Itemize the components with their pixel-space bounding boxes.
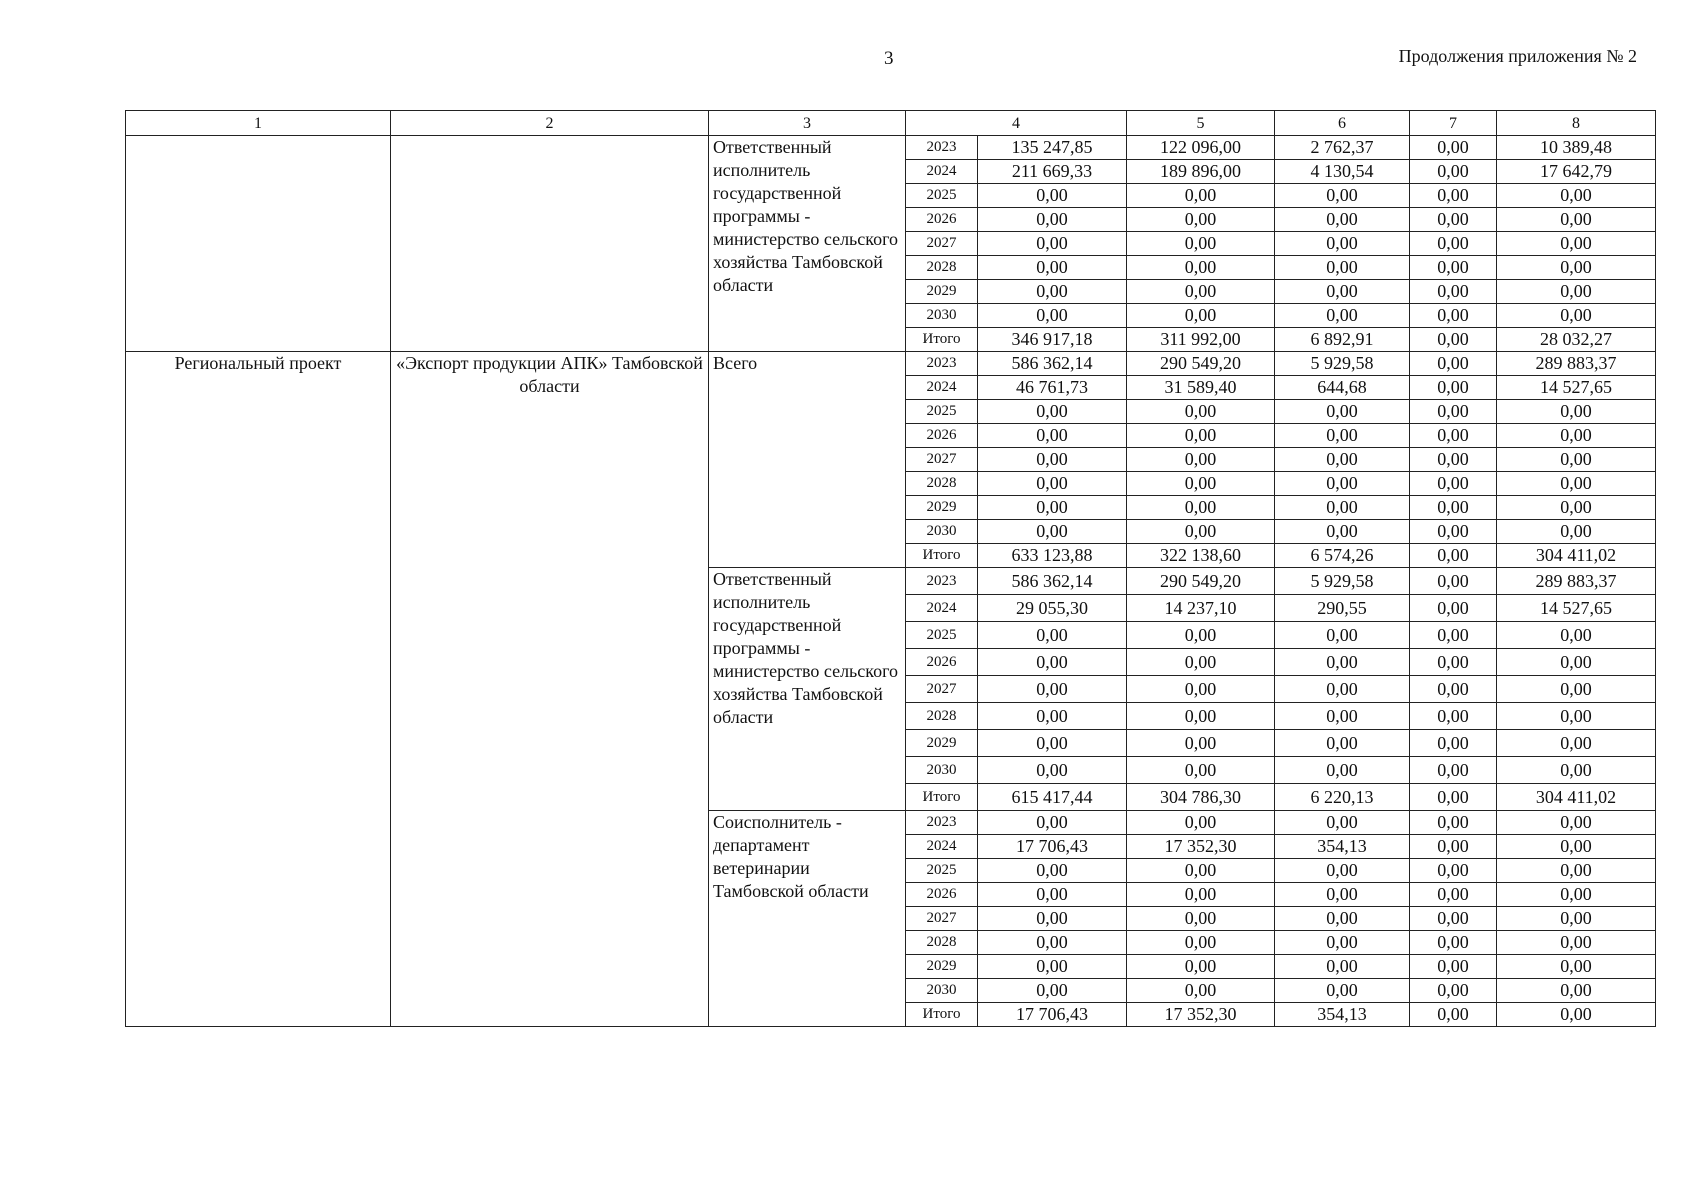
project-type-cell: Региональный проект bbox=[126, 352, 391, 1027]
value-cell-c5: 0,00 bbox=[1127, 622, 1275, 649]
value-cell-c7: 0,00 bbox=[1410, 649, 1497, 676]
value-cell-c7: 0,00 bbox=[1410, 1003, 1497, 1027]
value-cell-c4: 0,00 bbox=[978, 859, 1127, 883]
header-col-3: 3 bbox=[709, 111, 906, 136]
value-cell-c4: 0,00 bbox=[978, 883, 1127, 907]
year-cell: 2028 bbox=[906, 931, 978, 955]
value-cell-c5: 311 992,00 bbox=[1127, 328, 1275, 352]
year-cell: 2030 bbox=[906, 520, 978, 544]
value-cell-c5: 0,00 bbox=[1127, 184, 1275, 208]
value-cell-c8: 0,00 bbox=[1497, 730, 1656, 757]
value-cell-c8: 304 411,02 bbox=[1497, 544, 1656, 568]
executor-cell: Ответственный исполнитель государственной программы - министерство сельского хозяйства Тамбовской области bbox=[709, 136, 906, 352]
value-cell-c7: 0,00 bbox=[1410, 424, 1497, 448]
value-cell-c8: 0,00 bbox=[1497, 757, 1656, 784]
value-cell-c7: 0,00 bbox=[1410, 136, 1497, 160]
value-cell-c8: 304 411,02 bbox=[1497, 784, 1656, 811]
year-cell: Итого bbox=[906, 1003, 978, 1027]
value-cell-c8: 0,00 bbox=[1497, 955, 1656, 979]
year-cell: 2026 bbox=[906, 649, 978, 676]
value-cell-c8: 0,00 bbox=[1497, 676, 1656, 703]
value-cell-c5: 0,00 bbox=[1127, 400, 1275, 424]
value-cell-c5: 0,00 bbox=[1127, 424, 1275, 448]
value-cell-c4: 0,00 bbox=[978, 208, 1127, 232]
executor-cell: Ответственный исполнитель государственной программы - министерство сельского хозяйства Тамбовской области bbox=[709, 568, 906, 811]
value-cell-c4: 0,00 bbox=[978, 400, 1127, 424]
value-cell-c6: 6 574,26 bbox=[1275, 544, 1410, 568]
value-cell-c6: 0,00 bbox=[1275, 400, 1410, 424]
value-cell-c7: 0,00 bbox=[1410, 520, 1497, 544]
value-cell-c8: 0,00 bbox=[1497, 520, 1656, 544]
page-number: 3 bbox=[884, 48, 894, 69]
value-cell-c4: 0,00 bbox=[978, 232, 1127, 256]
value-cell-c7: 0,00 bbox=[1410, 568, 1497, 595]
year-cell: 2029 bbox=[906, 280, 978, 304]
year-cell: Итого bbox=[906, 784, 978, 811]
value-cell-c7: 0,00 bbox=[1410, 184, 1497, 208]
value-cell-c5: 304 786,30 bbox=[1127, 784, 1275, 811]
value-cell-c4: 0,00 bbox=[978, 472, 1127, 496]
value-cell-c8: 0,00 bbox=[1497, 256, 1656, 280]
value-cell-c7: 0,00 bbox=[1410, 376, 1497, 400]
value-cell-c4: 0,00 bbox=[978, 622, 1127, 649]
value-cell-c5: 0,00 bbox=[1127, 931, 1275, 955]
value-cell-c5: 0,00 bbox=[1127, 979, 1275, 1003]
value-cell-c6: 0,00 bbox=[1275, 256, 1410, 280]
value-cell-c5: 0,00 bbox=[1127, 676, 1275, 703]
value-cell-c4: 0,00 bbox=[978, 907, 1127, 931]
budget-table bbox=[125, 110, 1656, 1027]
value-cell-c4: 17 706,43 bbox=[978, 1003, 1127, 1027]
value-cell-c7: 0,00 bbox=[1410, 784, 1497, 811]
value-cell-c4: 29 055,30 bbox=[978, 595, 1127, 622]
value-cell-c8: 0,00 bbox=[1497, 811, 1656, 835]
value-cell-c7: 0,00 bbox=[1410, 544, 1497, 568]
value-cell-c6: 0,00 bbox=[1275, 979, 1410, 1003]
value-cell-c8: 0,00 bbox=[1497, 979, 1656, 1003]
value-cell-c5: 290 549,20 bbox=[1127, 568, 1275, 595]
value-cell-c6: 6 892,91 bbox=[1275, 328, 1410, 352]
value-cell-c7: 0,00 bbox=[1410, 304, 1497, 328]
value-cell-c7: 0,00 bbox=[1410, 256, 1497, 280]
value-cell-c7: 0,00 bbox=[1410, 931, 1497, 955]
value-cell-c7: 0,00 bbox=[1410, 676, 1497, 703]
value-cell-c5: 0,00 bbox=[1127, 304, 1275, 328]
value-cell-c4: 0,00 bbox=[978, 703, 1127, 730]
value-cell-c4: 0,00 bbox=[978, 649, 1127, 676]
year-cell: Итого bbox=[906, 328, 978, 352]
value-cell-c5: 0,00 bbox=[1127, 472, 1275, 496]
value-cell-c6: 0,00 bbox=[1275, 703, 1410, 730]
year-cell: 2023 bbox=[906, 811, 978, 835]
value-cell-c6: 4 130,54 bbox=[1275, 160, 1410, 184]
value-cell-c6: 0,00 bbox=[1275, 730, 1410, 757]
value-cell-c8: 0,00 bbox=[1497, 448, 1656, 472]
year-cell: 2024 bbox=[906, 595, 978, 622]
year-cell: 2029 bbox=[906, 955, 978, 979]
year-cell: 2027 bbox=[906, 232, 978, 256]
value-cell-c5: 122 096,00 bbox=[1127, 136, 1275, 160]
value-cell-c6: 0,00 bbox=[1275, 448, 1410, 472]
value-cell-c7: 0,00 bbox=[1410, 496, 1497, 520]
table-row bbox=[126, 136, 1656, 160]
value-cell-c7: 0,00 bbox=[1410, 448, 1497, 472]
value-cell-c8: 14 527,65 bbox=[1497, 595, 1656, 622]
value-cell-c5: 0,00 bbox=[1127, 520, 1275, 544]
value-cell-c8: 0,00 bbox=[1497, 907, 1656, 931]
value-cell-c6: 0,00 bbox=[1275, 232, 1410, 256]
value-cell-c7: 0,00 bbox=[1410, 757, 1497, 784]
value-cell-c6: 5 929,58 bbox=[1275, 568, 1410, 595]
value-cell-c6: 0,00 bbox=[1275, 859, 1410, 883]
value-cell-c6: 5 929,58 bbox=[1275, 352, 1410, 376]
value-cell-c8: 0,00 bbox=[1497, 496, 1656, 520]
value-cell-c6: 0,00 bbox=[1275, 304, 1410, 328]
value-cell-c5: 322 138,60 bbox=[1127, 544, 1275, 568]
value-cell-c4: 0,00 bbox=[978, 979, 1127, 1003]
value-cell-c5: 189 896,00 bbox=[1127, 160, 1275, 184]
value-cell-c4: 46 761,73 bbox=[978, 376, 1127, 400]
value-cell-c4: 0,00 bbox=[978, 955, 1127, 979]
empty-cell bbox=[126, 136, 391, 352]
value-cell-c6: 0,00 bbox=[1275, 472, 1410, 496]
value-cell-c4: 633 123,88 bbox=[978, 544, 1127, 568]
year-cell: 2028 bbox=[906, 472, 978, 496]
value-cell-c8: 14 527,65 bbox=[1497, 376, 1656, 400]
value-cell-c6: 0,00 bbox=[1275, 649, 1410, 676]
value-cell-c6: 0,00 bbox=[1275, 520, 1410, 544]
value-cell-c7: 0,00 bbox=[1410, 595, 1497, 622]
year-cell: 2030 bbox=[906, 304, 978, 328]
value-cell-c5: 0,00 bbox=[1127, 448, 1275, 472]
value-cell-c8: 17 642,79 bbox=[1497, 160, 1656, 184]
value-cell-c6: 644,68 bbox=[1275, 376, 1410, 400]
value-cell-c5: 0,00 bbox=[1127, 757, 1275, 784]
value-cell-c7: 0,00 bbox=[1410, 907, 1497, 931]
header-col-1: 1 bbox=[126, 111, 391, 136]
value-cell-c4: 586 362,14 bbox=[978, 568, 1127, 595]
value-cell-c6: 0,00 bbox=[1275, 280, 1410, 304]
value-cell-c6: 0,00 bbox=[1275, 676, 1410, 703]
value-cell-c8: 0,00 bbox=[1497, 931, 1656, 955]
value-cell-c5: 14 237,10 bbox=[1127, 595, 1275, 622]
value-cell-c5: 0,00 bbox=[1127, 811, 1275, 835]
value-cell-c4: 135 247,85 bbox=[978, 136, 1127, 160]
value-cell-c5: 0,00 bbox=[1127, 256, 1275, 280]
value-cell-c5: 0,00 bbox=[1127, 232, 1275, 256]
executor-cell: Всего bbox=[709, 352, 906, 568]
year-cell: 2027 bbox=[906, 676, 978, 703]
value-cell-c4: 0,00 bbox=[978, 496, 1127, 520]
value-cell-c7: 0,00 bbox=[1410, 208, 1497, 232]
value-cell-c8: 0,00 bbox=[1497, 835, 1656, 859]
value-cell-c4: 17 706,43 bbox=[978, 835, 1127, 859]
value-cell-c7: 0,00 bbox=[1410, 883, 1497, 907]
value-cell-c8: 289 883,37 bbox=[1497, 352, 1656, 376]
value-cell-c5: 0,00 bbox=[1127, 703, 1275, 730]
value-cell-c8: 0,00 bbox=[1497, 472, 1656, 496]
year-cell: 2023 bbox=[906, 568, 978, 595]
header-col-2: 2 bbox=[391, 111, 709, 136]
value-cell-c5: 0,00 bbox=[1127, 649, 1275, 676]
header-col-7: 7 bbox=[1410, 111, 1497, 136]
value-cell-c7: 0,00 bbox=[1410, 730, 1497, 757]
year-cell: 2026 bbox=[906, 208, 978, 232]
value-cell-c4: 0,00 bbox=[978, 931, 1127, 955]
value-cell-c5: 0,00 bbox=[1127, 859, 1275, 883]
value-cell-c6: 0,00 bbox=[1275, 811, 1410, 835]
value-cell-c5: 0,00 bbox=[1127, 730, 1275, 757]
executor-cell: Соисполнитель - департамент ветеринарии Тамбовской области bbox=[709, 811, 906, 1027]
value-cell-c4: 0,00 bbox=[978, 448, 1127, 472]
value-cell-c8: 0,00 bbox=[1497, 280, 1656, 304]
year-cell: 2029 bbox=[906, 496, 978, 520]
value-cell-c7: 0,00 bbox=[1410, 835, 1497, 859]
year-cell: 2030 bbox=[906, 979, 978, 1003]
value-cell-c6: 0,00 bbox=[1275, 622, 1410, 649]
value-cell-c5: 0,00 bbox=[1127, 883, 1275, 907]
value-cell-c4: 0,00 bbox=[978, 676, 1127, 703]
value-cell-c8: 0,00 bbox=[1497, 400, 1656, 424]
year-cell: 2028 bbox=[906, 256, 978, 280]
value-cell-c6: 0,00 bbox=[1275, 907, 1410, 931]
value-cell-c4: 0,00 bbox=[978, 424, 1127, 448]
value-cell-c5: 0,00 bbox=[1127, 208, 1275, 232]
value-cell-c6: 290,55 bbox=[1275, 595, 1410, 622]
value-cell-c6: 354,13 bbox=[1275, 835, 1410, 859]
value-cell-c8: 0,00 bbox=[1497, 859, 1656, 883]
value-cell-c7: 0,00 bbox=[1410, 280, 1497, 304]
value-cell-c6: 0,00 bbox=[1275, 496, 1410, 520]
year-cell: 2024 bbox=[906, 835, 978, 859]
value-cell-c8: 0,00 bbox=[1497, 184, 1656, 208]
year-cell: 2026 bbox=[906, 424, 978, 448]
value-cell-c5: 290 549,20 bbox=[1127, 352, 1275, 376]
value-cell-c4: 0,00 bbox=[978, 304, 1127, 328]
value-cell-c8: 0,00 bbox=[1497, 208, 1656, 232]
year-cell: Итого bbox=[906, 544, 978, 568]
value-cell-c5: 17 352,30 bbox=[1127, 1003, 1275, 1027]
value-cell-c8: 0,00 bbox=[1497, 1003, 1656, 1027]
value-cell-c6: 0,00 bbox=[1275, 931, 1410, 955]
value-cell-c8: 0,00 bbox=[1497, 703, 1656, 730]
value-cell-c5: 0,00 bbox=[1127, 496, 1275, 520]
header-col-4: 4 bbox=[906, 111, 1127, 136]
header-col-6: 6 bbox=[1275, 111, 1410, 136]
year-cell: 2023 bbox=[906, 352, 978, 376]
value-cell-c6: 0,00 bbox=[1275, 955, 1410, 979]
value-cell-c7: 0,00 bbox=[1410, 232, 1497, 256]
value-cell-c7: 0,00 bbox=[1410, 703, 1497, 730]
value-cell-c8: 0,00 bbox=[1497, 883, 1656, 907]
value-cell-c4: 0,00 bbox=[978, 280, 1127, 304]
value-cell-c4: 0,00 bbox=[978, 184, 1127, 208]
value-cell-c5: 0,00 bbox=[1127, 955, 1275, 979]
value-cell-c6: 354,13 bbox=[1275, 1003, 1410, 1027]
value-cell-c7: 0,00 bbox=[1410, 472, 1497, 496]
value-cell-c7: 0,00 bbox=[1410, 352, 1497, 376]
year-cell: 2028 bbox=[906, 703, 978, 730]
value-cell-c4: 0,00 bbox=[978, 520, 1127, 544]
value-cell-c7: 0,00 bbox=[1410, 955, 1497, 979]
value-cell-c7: 0,00 bbox=[1410, 979, 1497, 1003]
value-cell-c7: 0,00 bbox=[1410, 328, 1497, 352]
value-cell-c8: 28 032,27 bbox=[1497, 328, 1656, 352]
value-cell-c6: 0,00 bbox=[1275, 208, 1410, 232]
empty-cell bbox=[391, 136, 709, 352]
value-cell-c8: 0,00 bbox=[1497, 232, 1656, 256]
appendix-note: Продолжения приложения № 2 bbox=[1398, 46, 1637, 66]
value-cell-c7: 0,00 bbox=[1410, 811, 1497, 835]
year-cell: 2024 bbox=[906, 160, 978, 184]
value-cell-c4: 0,00 bbox=[978, 811, 1127, 835]
value-cell-c6: 0,00 bbox=[1275, 184, 1410, 208]
header-col-5: 5 bbox=[1127, 111, 1275, 136]
year-cell: 2030 bbox=[906, 757, 978, 784]
value-cell-c4: 615 417,44 bbox=[978, 784, 1127, 811]
value-cell-c8: 0,00 bbox=[1497, 424, 1656, 448]
year-cell: 2025 bbox=[906, 400, 978, 424]
value-cell-c4: 0,00 bbox=[978, 730, 1127, 757]
value-cell-c6: 0,00 bbox=[1275, 424, 1410, 448]
value-cell-c5: 31 589,40 bbox=[1127, 376, 1275, 400]
value-cell-c4: 211 669,33 bbox=[978, 160, 1127, 184]
value-cell-c7: 0,00 bbox=[1410, 160, 1497, 184]
value-cell-c6: 6 220,13 bbox=[1275, 784, 1410, 811]
value-cell-c8: 0,00 bbox=[1497, 622, 1656, 649]
table-row bbox=[126, 352, 1656, 376]
value-cell-c5: 0,00 bbox=[1127, 280, 1275, 304]
value-cell-c7: 0,00 bbox=[1410, 859, 1497, 883]
value-cell-c8: 289 883,37 bbox=[1497, 568, 1656, 595]
year-cell: 2026 bbox=[906, 883, 978, 907]
year-cell: 2027 bbox=[906, 907, 978, 931]
year-cell: 2024 bbox=[906, 376, 978, 400]
value-cell-c4: 0,00 bbox=[978, 256, 1127, 280]
value-cell-c8: 10 389,48 bbox=[1497, 136, 1656, 160]
value-cell-c6: 0,00 bbox=[1275, 883, 1410, 907]
year-cell: 2027 bbox=[906, 448, 978, 472]
value-cell-c8: 0,00 bbox=[1497, 649, 1656, 676]
year-cell: 2023 bbox=[906, 136, 978, 160]
project-name-cell: «Экспорт продукции АПК» Тамбовской области bbox=[391, 352, 709, 1027]
header-col-8: 8 bbox=[1497, 111, 1656, 136]
header-row bbox=[126, 111, 1656, 136]
value-cell-c4: 346 917,18 bbox=[978, 328, 1127, 352]
value-cell-c5: 0,00 bbox=[1127, 907, 1275, 931]
value-cell-c4: 0,00 bbox=[978, 757, 1127, 784]
value-cell-c7: 0,00 bbox=[1410, 400, 1497, 424]
year-cell: 2025 bbox=[906, 622, 978, 649]
year-cell: 2029 bbox=[906, 730, 978, 757]
value-cell-c5: 17 352,30 bbox=[1127, 835, 1275, 859]
year-cell: 2025 bbox=[906, 184, 978, 208]
year-cell: 2025 bbox=[906, 859, 978, 883]
value-cell-c8: 0,00 bbox=[1497, 304, 1656, 328]
value-cell-c4: 586 362,14 bbox=[978, 352, 1127, 376]
value-cell-c6: 0,00 bbox=[1275, 757, 1410, 784]
value-cell-c7: 0,00 bbox=[1410, 622, 1497, 649]
value-cell-c6: 2 762,37 bbox=[1275, 136, 1410, 160]
